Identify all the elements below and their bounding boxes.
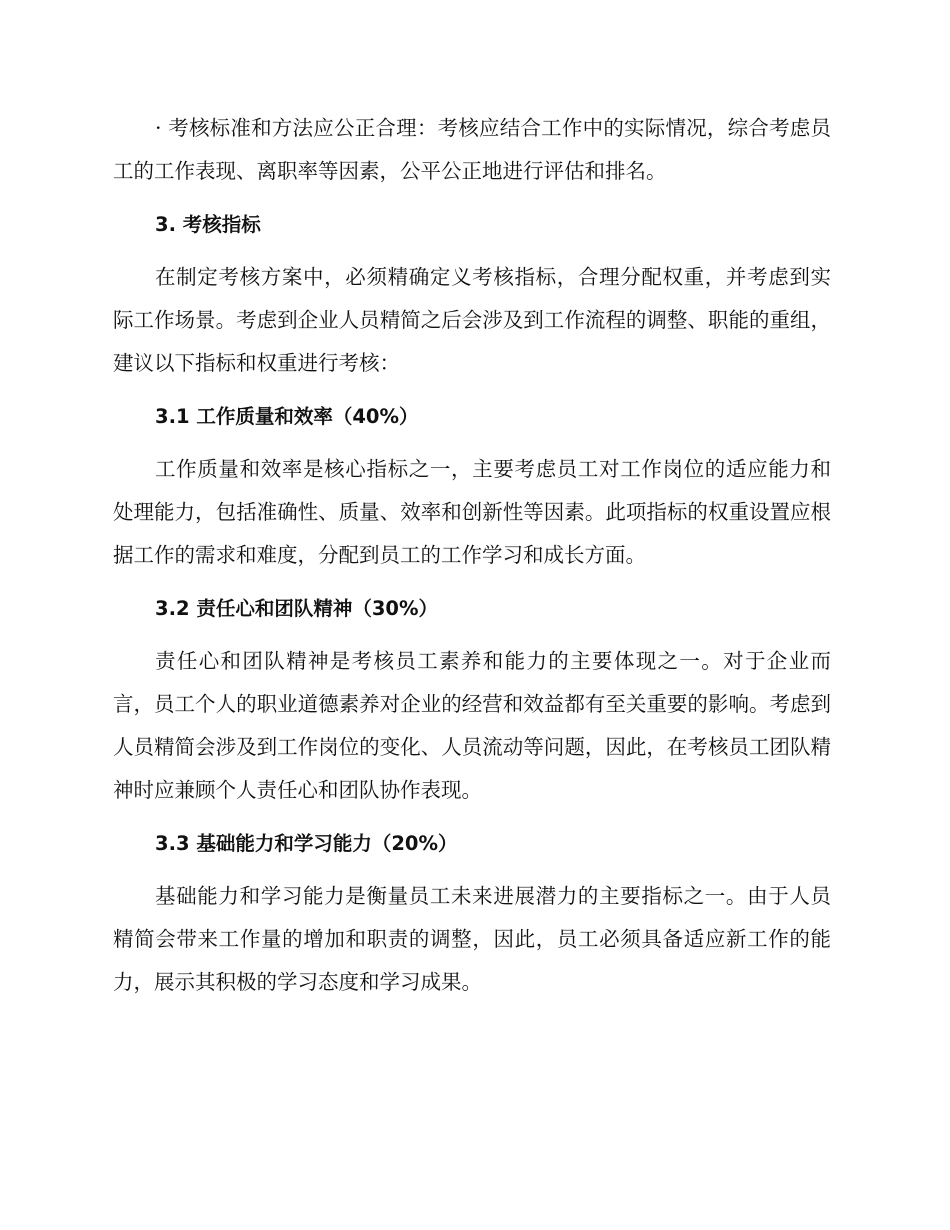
paragraph-basic-learning-ability: 基础能力和学习能力是衡量员工未来进展潜力的主要指标之一。由于人员精简会带来工作量的增加和职责的调整，因此，员工必须具备适应新工作的能力，展示其积极的学习态度和学习成果。 xyxy=(113,884,831,994)
paragraph-assessment-fairness: · 考核标准和方法应公正合理：考核应结合工作中的实际情况，综合考虑员工的工作表现、离职率等因素，公平公正地进行评估和排名。 xyxy=(113,116,831,183)
heading-work-quality: 3.1 工作质量和效率（40%） xyxy=(155,405,419,428)
heading-responsibility-teamwork: 3.2 责任心和团队精神（30%） xyxy=(155,597,439,620)
heading-assessment-indicators: 3. 考核指标 xyxy=(155,213,261,236)
paragraph-work-quality: 工作质量和效率是核心指标之一，主要考虑员工对工作岗位的适应能力和处理能力，包括准确性、质量、效率和创新性等因素。此项指标的权重设置应根据工作的需求和难度，分配到员工的工作学习和成长方面。 xyxy=(113,457,831,567)
heading-basic-learning-ability: 3.3 基础能力和学习能力（20%） xyxy=(155,832,458,855)
paragraph-responsibility-teamwork: 责任心和团队精神是考核员工素养和能力的主要体现之一。对于企业而言，员工个人的职业道德素养对企业的经营和效益都有至关重要的影响。考虑到人员精简会涉及到工作岗位的变化、人员流动等问题，因此，在考核员工团队精神时应兼顾个人责任心和团队协作表现。 xyxy=(113,649,831,802)
document-page xyxy=(113,107,831,1014)
paragraph-indicators-intro: 在制定考核方案中，必须精确定义考核指标，合理分配权重，并考虑到实际工作场景。考虑到企业人员精简之后会涉及到工作流程的调整、职能的重组，建议以下指标和权重进行考核： xyxy=(113,265,831,375)
